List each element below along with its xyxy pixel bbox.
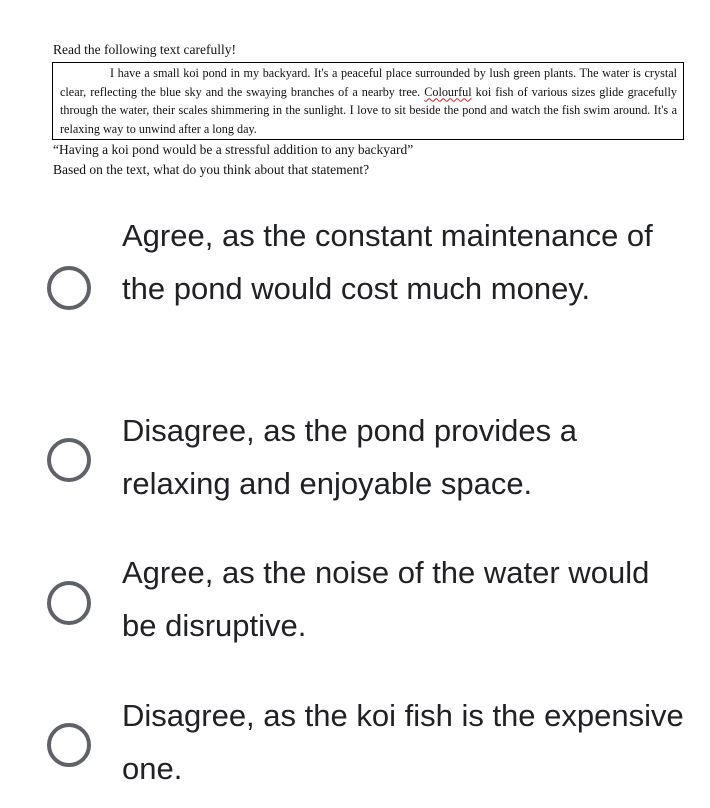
radio-unselected-icon[interactable] bbox=[47, 266, 91, 310]
answer-option-3[interactable] bbox=[0, 547, 710, 657]
passage-text-end: koi fish of various sizes glide gracefully through the water, their scales shimmering in the sunlight. I love to sit beside the pond and watch the fish swim around. It's a relaxing way to unwind after a long day. bbox=[60, 84, 677, 136]
spellcheck-flagged-word: Colourful bbox=[424, 84, 472, 99]
answer-option-label: Disagree, as the pond provides a relaxing and enjoyable space. bbox=[122, 413, 577, 501]
answer-option-label: Agree, as the noise of the water would be disruptive. bbox=[122, 555, 650, 643]
question-text: Based on the text, what do you think about that statement? bbox=[53, 162, 370, 178]
answer-option-2[interactable] bbox=[0, 405, 710, 515]
answer-option-label: Agree, as the constant maintenance of the pond would cost much money. bbox=[122, 218, 653, 306]
answer-option-label: Disagree, as the koi fish is the expensive one. bbox=[122, 698, 684, 786]
radio-unselected-icon[interactable] bbox=[47, 723, 91, 767]
answer-option-4[interactable] bbox=[0, 690, 710, 800]
passage-box bbox=[52, 62, 684, 140]
statement-text: “Having a koi pond would be a stressful addition to any backyard” bbox=[53, 142, 414, 158]
radio-unselected-icon[interactable] bbox=[47, 438, 91, 482]
instruction-text: Read the following text carefully! bbox=[53, 42, 236, 57]
question-document-image bbox=[52, 40, 688, 179]
passage-text-start: I have a small koi pond in my backyard. It's a peaceful place surrounded by lush green plants. The water is crystal clear, reflecting the blue sky and the swaying branches of a nearby tree. bbox=[60, 66, 677, 99]
answer-option-1[interactable] bbox=[0, 210, 710, 370]
radio-unselected-icon[interactable] bbox=[47, 581, 91, 625]
